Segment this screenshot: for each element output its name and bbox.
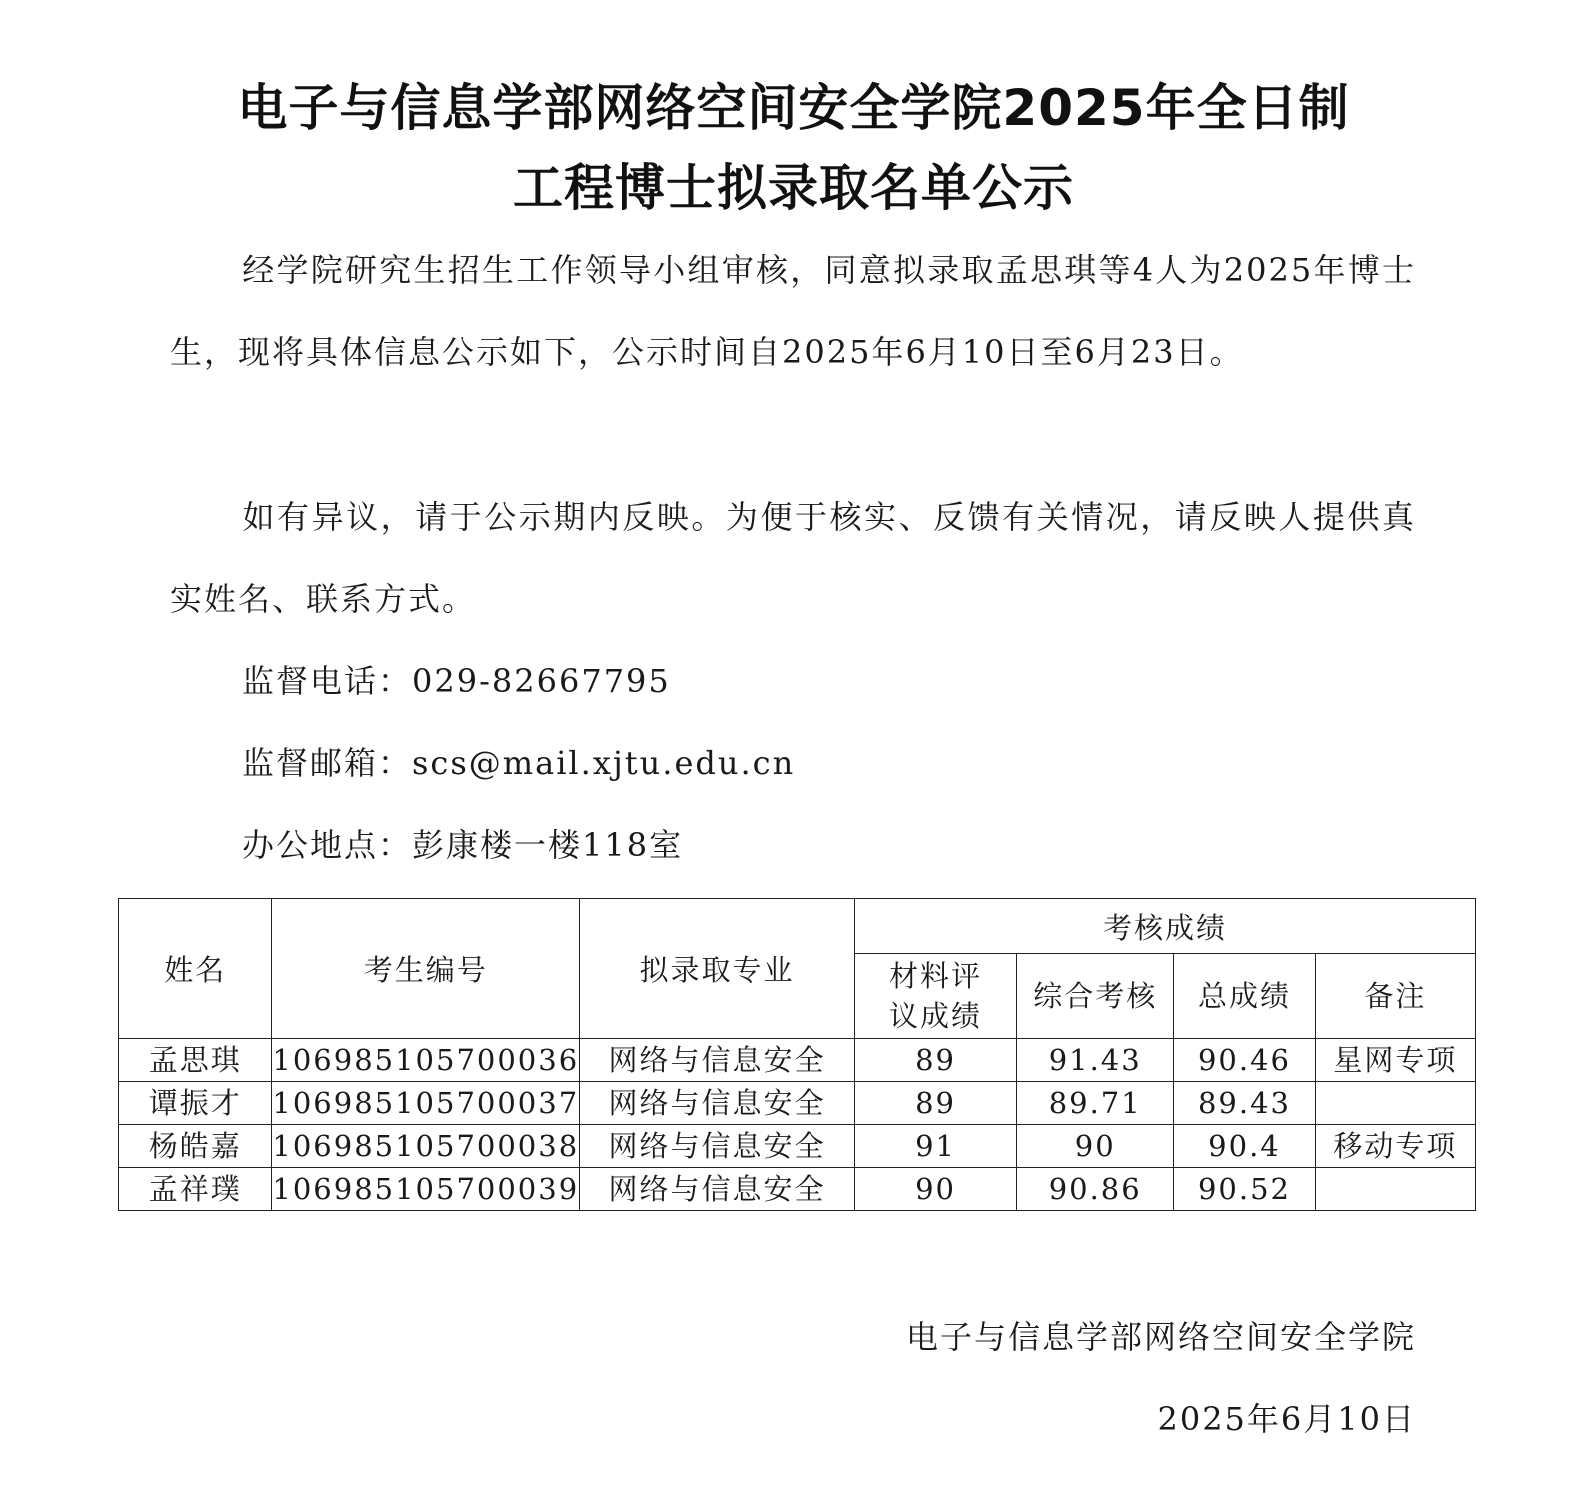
header-comprehensive: 综合考核 <box>1017 954 1174 1039</box>
cell-total: 90.46 <box>1174 1039 1315 1082</box>
table-header-row <box>119 899 1476 954</box>
cell-name: 孟祥璞 <box>119 1168 272 1211</box>
cell-exam-id: 106985105700039 <box>272 1168 580 1211</box>
cell-remark <box>1315 1082 1475 1125</box>
table-row <box>119 1168 1476 1211</box>
cell-remark <box>1315 1168 1475 1211</box>
cell-total: 90.4 <box>1174 1125 1315 1168</box>
supervision-email: 监督邮箱：scs@mail.xjtu.edu.cn <box>242 744 796 782</box>
header-major: 拟录取专业 <box>580 899 855 1039</box>
cell-material: 89 <box>854 1039 1016 1082</box>
header-name: 姓名 <box>119 899 272 1039</box>
table-row <box>119 1125 1476 1168</box>
table-row <box>119 1082 1476 1125</box>
cell-comprehensive: 90 <box>1017 1125 1174 1168</box>
cell-major: 网络与信息安全 <box>580 1168 855 1211</box>
objection-text: 如有异议，请于公示期内反映。为便于核实、反馈有关情况，请反映人提供真实姓名、联系方式。 <box>170 498 1416 618</box>
supervision-phone: 监督电话：029-82667795 <box>242 662 671 700</box>
cell-major: 网络与信息安全 <box>580 1125 855 1168</box>
cell-name: 孟思琪 <box>119 1039 272 1082</box>
header-scores-group: 考核成绩 <box>854 899 1475 954</box>
objection-paragraph <box>170 476 1416 640</box>
cell-total: 89.43 <box>1174 1082 1315 1125</box>
cell-major: 网络与信息安全 <box>580 1039 855 1082</box>
cell-exam-id: 106985105700036 <box>272 1039 580 1082</box>
header-total: 总成绩 <box>1174 954 1315 1039</box>
cell-comprehensive: 91.43 <box>1017 1039 1174 1082</box>
page-title-line2: 工程博士拟录取名单公示 <box>513 159 1074 217</box>
cell-comprehensive: 89.71 <box>1017 1082 1174 1125</box>
cell-name: 杨皓嘉 <box>119 1125 272 1168</box>
office-location: 办公地点：彭康楼一楼118室 <box>242 826 684 864</box>
admission-table <box>118 898 1476 1211</box>
footer-organization: 电子与信息学部网络空间安全学院 <box>905 1318 1416 1356</box>
table-row <box>119 1039 1476 1082</box>
announcement-paragraph <box>170 229 1416 393</box>
cell-exam-id: 106985105700038 <box>272 1125 580 1168</box>
cell-major: 网络与信息安全 <box>580 1082 855 1125</box>
header-exam-id: 考生编号 <box>272 899 580 1039</box>
cell-comprehensive: 90.86 <box>1017 1168 1174 1211</box>
cell-total: 90.52 <box>1174 1168 1315 1211</box>
cell-remark: 移动专项 <box>1315 1125 1475 1168</box>
header-material: 材料评议成绩 <box>854 954 1016 1039</box>
cell-remark: 星网专项 <box>1315 1039 1475 1082</box>
page-title-line1: 电子与信息学部网络空间安全学院2025年全日制 <box>237 79 1350 137</box>
header-remark: 备注 <box>1315 954 1475 1039</box>
cell-exam-id: 106985105700037 <box>272 1082 580 1125</box>
cell-material: 90 <box>854 1168 1016 1211</box>
cell-material: 91 <box>854 1125 1016 1168</box>
announcement-text: 经学院研究生招生工作领导小组审核，同意拟录取孟思琪等4人为2025年博士生，现将具体信息公示如下，公示时间自2025年6月10日至6月23日。 <box>170 251 1416 371</box>
cell-name: 谭振才 <box>119 1082 272 1125</box>
footer-date: 2025年6月10日 <box>1157 1400 1416 1438</box>
cell-material: 89 <box>854 1082 1016 1125</box>
